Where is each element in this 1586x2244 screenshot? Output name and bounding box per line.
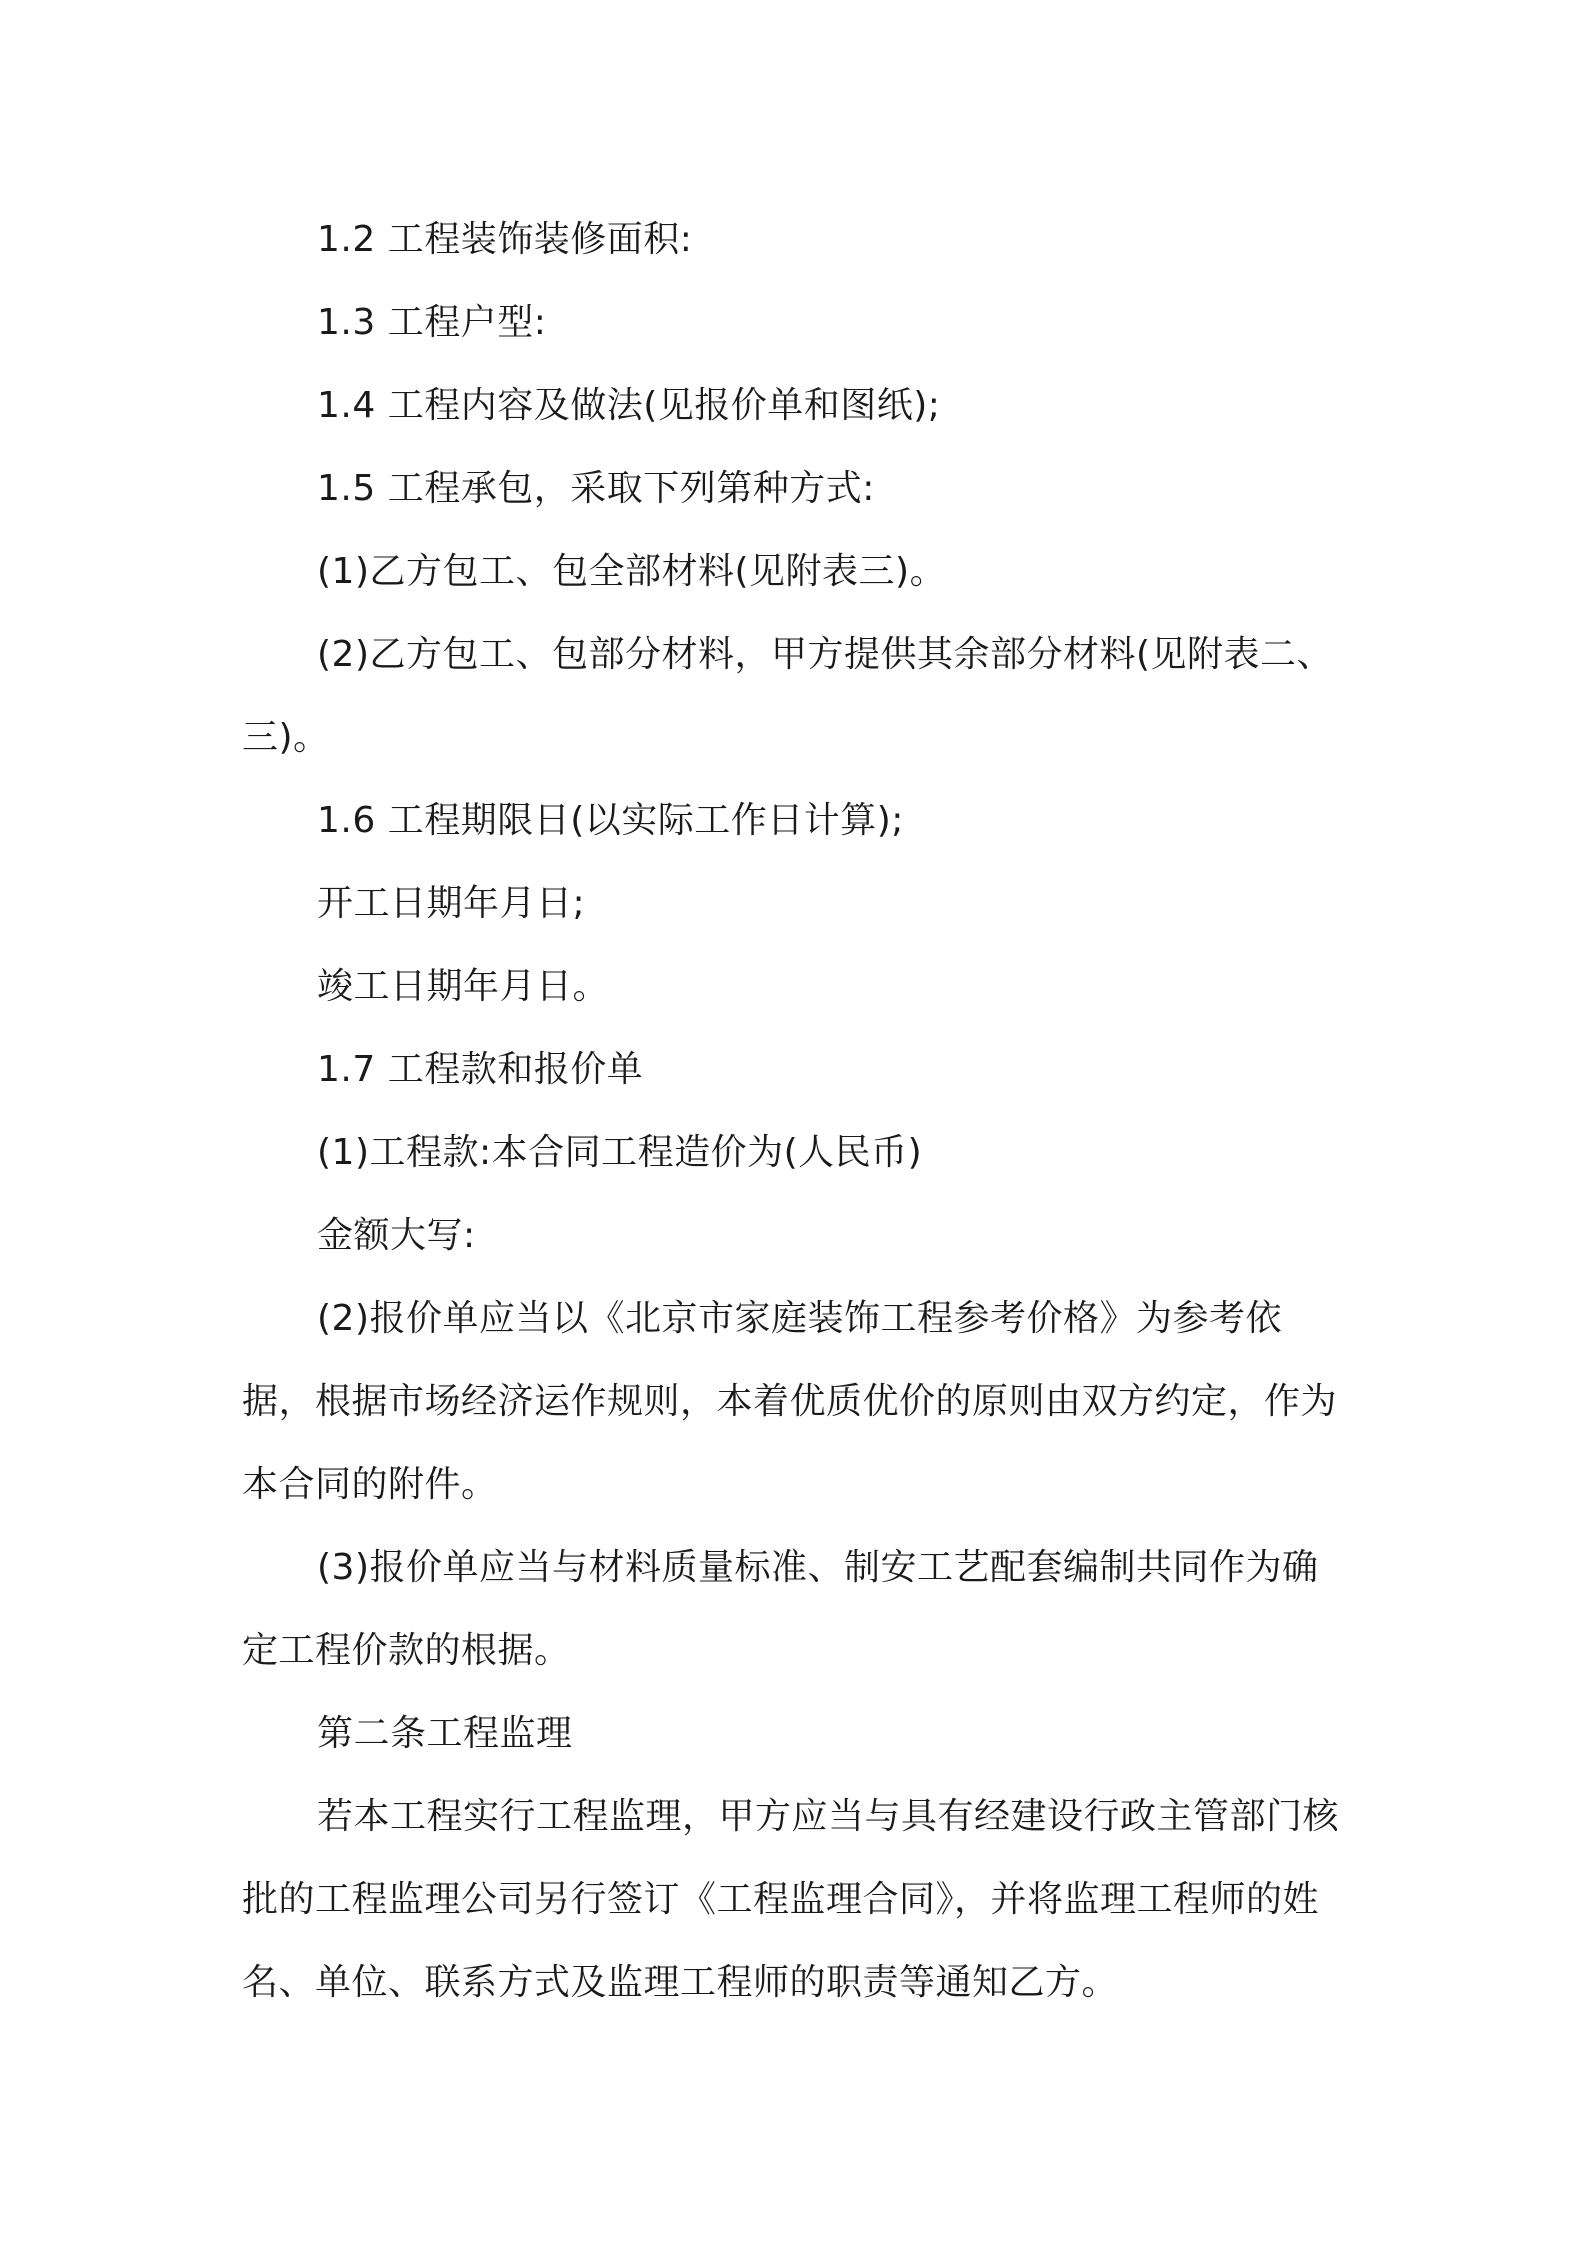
paragraph-supervision: 若本工程实行工程监理，甲方应当与具有经建设行政主管部门核批的工程监理公司另行签订《工程监理合同》，并将监理工程师的姓名、单位、联系方式及监理工程师的职责等通知乙方。 xyxy=(242,1796,1340,2003)
paragraph-unit-type: 1.3 工程户型: xyxy=(317,302,547,343)
section-heading-supervision: 第二条工程监理 xyxy=(317,1713,573,1754)
paragraph-project-price: (1)工程款:本合同工程造价为(人民币) xyxy=(317,1132,923,1173)
document-body xyxy=(242,198,1352,2024)
paragraph-end-date: 竣工日期年月日。 xyxy=(317,966,610,1007)
paragraph-content-method: 1.4 工程内容及做法(见报价单和图纸); xyxy=(317,385,941,426)
paragraph-start-date: 开工日期年月日; xyxy=(317,883,586,924)
paragraph-option-2: (2)乙方包工、包部分材料，甲方提供其余部分材料(见附表二、三)。 xyxy=(242,634,1334,758)
paragraph-payment-heading: 1.7 工程款和报价单 xyxy=(317,1049,644,1090)
paragraph-area: 1.2 工程装饰装修面积: xyxy=(317,219,693,260)
paragraph-quote-standard: (3)报价单应当与材料质量标准、制安工艺配套编制共同作为确定工程价款的根据。 xyxy=(242,1547,1319,1671)
paragraph-contract-mode: 1.5 工程承包，采取下列第种方式: xyxy=(317,468,875,509)
paragraph-quote-basis: (2)报价单应当以《北京市家庭装饰工程参考价格》为参考依据，根据市场经济运作规则，本着优质优价的原则由双方约定，作为本合同的附件。 xyxy=(242,1298,1338,1505)
paragraph-amount-words: 金额大写: xyxy=(317,1215,476,1256)
paragraph-option-1: (1)乙方包工、包全部材料(见附表三)。 xyxy=(317,551,947,592)
paragraph-duration: 1.6 工程期限日(以实际工作日计算); xyxy=(317,800,904,841)
